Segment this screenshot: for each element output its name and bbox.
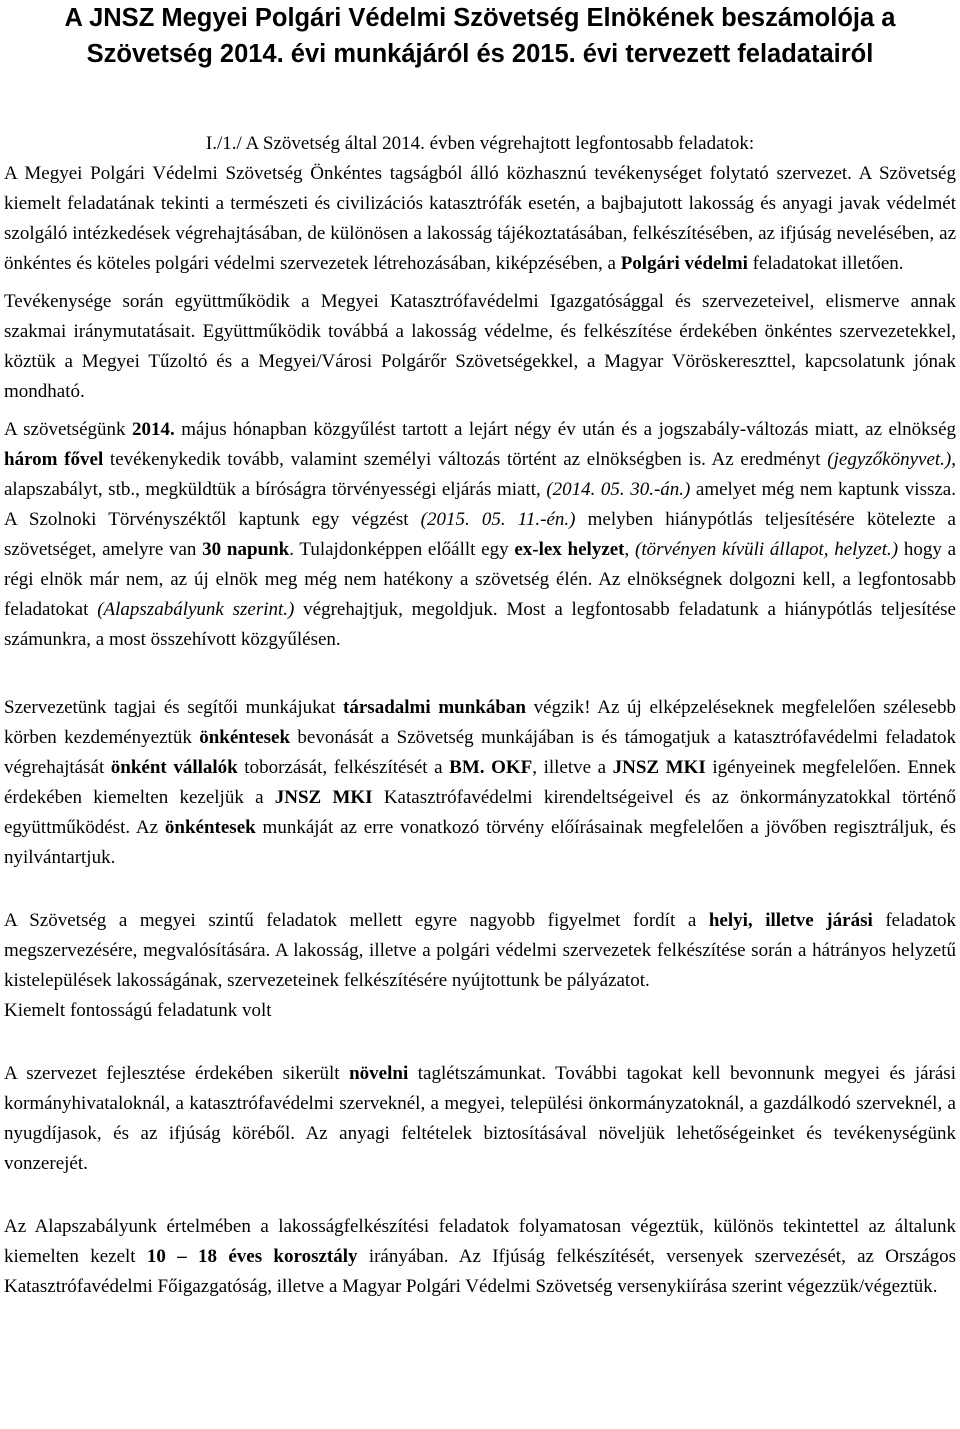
text-run: igényeinek megfelelően. Ennek érdekében kiemelten kezeljük a (4, 757, 956, 808)
text-run: végzik! Az új elképzeléseknek megfelelően szélesebb körben kezdeményeztük (4, 697, 956, 748)
text-run: Katasztrófavédelmi kirendeltségeivel és az önkormányzatokkal történő együttműködést. Az (4, 787, 957, 838)
text-run: önkéntesek (164, 817, 256, 838)
paragraph-3 (4, 415, 956, 655)
paragraph-7 (4, 1059, 956, 1179)
document-title: A JNSZ Megyei Polgári Védelmi Szövetség Elnökének beszámolója a Szövetség 2014. évi munkájáról és 2015. évi tervezett feladatairól (64, 4, 896, 68)
text-run: feladatok megszervezésére, megvalósítására. A lakosság, illetve a polgári védelmi szervezetek felkészítése során a hátrányos helyzetű kistelepülések lakosságának, szervezeteinek felkészítésére nyújtottunk be pályázatot. (4, 910, 957, 991)
text-run: amelyet még nem kaptunk vissza. A Szolnoki Törvényszéktől kaptunk egy végzést (4, 479, 956, 530)
text-run: május hónapban közgyűlést tartott a lejárt négy év után és a jogszabály-változás miatt, az elnökség (174, 419, 957, 440)
text-run: toborzását, felkészítését a (237, 757, 450, 778)
paragraph-6 (4, 996, 956, 1026)
text-run: (2015. 05. 11.-én.) (420, 509, 576, 530)
text-run: A Megyei Polgári Védelmi Szövetség Önkéntes tagságból álló közhasznú tevékenységet folytató szervezet. A Szövetség kiemelt feladatának tekinti a természeti és civilizációs katasztrófák esetén, a bajbajutott lakosság és anyagi javak védelmét szolgáló intézkedések végrehajtásában, de különösen a lakosság tájékoztatásában, felkészítésében, az ifjúság nevelésében, az önkéntes és köteles polgári védelmi szervezetek létrehozásában, kiképzésében, a (4, 163, 956, 274)
text-run: ex-lex helyzet (514, 539, 625, 560)
paragraph-5 (4, 906, 956, 996)
text-run: , (624, 539, 636, 560)
text-run: bevonását a Szövetség munkájában is és támogatjuk a katasztrófavédelmi feladatok végrehajtását (4, 727, 956, 778)
section-heading: I./1./ A Szövetség által 2014. évben végrehajtott legfontosabb feladatok: (205, 133, 755, 154)
paragraph-8 (4, 1212, 956, 1302)
text-run: A szövetségünk (4, 419, 132, 440)
text-run: (2014. 05. 30.-án.) (546, 479, 691, 500)
paragraph-2 (4, 287, 956, 407)
text-run: JNSZ MKI (612, 757, 706, 778)
text-run: 30 napunk (202, 539, 290, 560)
text-run: melyben hiánypótlás teljesítésére kötelezte a szövetséget, amelyre van (4, 509, 956, 560)
text-run: három fővel (4, 449, 104, 470)
text-run: munkáját az erre vonatkozó törvény előírásainak megfelelően a jövőben regisztráljuk, és nyilvántartjuk. (4, 817, 956, 868)
text-run: . Tulajdonképpen előállt egy (289, 539, 515, 560)
paragraph-1 (4, 159, 956, 279)
text-run: , illetve a (532, 757, 613, 778)
text-run: 2014. (131, 419, 175, 440)
text-run: A szervezet fejlesztése érdekében sikerült (4, 1063, 350, 1084)
text-run: A Szövetség a megyei szintű feladatok mellett egyre nagyobb figyelmet fordít a (4, 910, 709, 931)
text-run: JNSZ MKI (274, 787, 373, 808)
text-run: tevékenykedik tovább, valamint személyi változás történt az elnökségben is. Az eredményt (103, 449, 828, 470)
text-run: hogy a régi elnök már nem, az új elnök meg még nem hatékony a szövetség élén. Az elnökségnek dolgozni kell, a legfontosabb feladatokat (4, 539, 957, 620)
text-run: 10 – 18 éves korosztály (146, 1246, 358, 1267)
text-run: (jegyzőkönyvet.) (827, 449, 952, 470)
text-run: önként vállalók (110, 757, 238, 778)
text-run: irányában. Az Ifjúság felkészítését, versenyek szervezését, az Országos Katasztrófavédelmi Főigazgatóság, illetve a Magyar Polgári Védelmi Szövetség versenykiírása szerint végezzük/végeztük. (4, 1246, 957, 1297)
text-run: társadalmi munkában (343, 697, 526, 718)
text-run: végrehajtjuk, megoldjuk. Most a legfontosabb feladatunk a hiánypótlás teljesítése számunkra, a most összehívott közgyűlésen. (4, 599, 956, 650)
text-run: , alapszabályt, stb., megküldtük a bíróságra törvényességi eljárás miatt, (4, 449, 956, 500)
text-run: (Alapszabályunk szerint.) (97, 599, 295, 620)
text-run: Az Alapszabályunk értelmében a lakosságfelkészítési feladatok folyamatosan végeztük, különös tekintettel az általunk kiemelten kezelt (4, 1216, 956, 1267)
text-run: (törvényen kívüli állapot, helyzet.) (635, 539, 899, 560)
text-run: feladatokat illetően. (747, 253, 904, 274)
text-run: Szervezetünk tagjai és segítői munkájukat (4, 697, 344, 718)
text-run: Polgári védelmi (620, 253, 748, 274)
text-run: Tevékenysége során együttműködik a Megyei Katasztrófavédelmi Igazgatósággal és szervezeteivel, elismerve annak szakmai iránymutatásait. Együttműködik továbbá a lakosság védelme, és felkészítése érdekében önkéntes szervezetekkel, köztük a Megyei Tűzoltó és a Megyei/Városi Polgárőr Szövetségekkel, a Magyar Vöröskereszttel, kapcsolatunk jónak mondható. (4, 291, 956, 402)
text-run: önkéntesek (199, 727, 291, 748)
text-run: növelni (349, 1063, 409, 1084)
text-run: helyi, illetve járási (708, 910, 873, 931)
text-run: Kiemelt fontosságú feladatunk volt (4, 1000, 272, 1021)
text-run: BM. OKF (449, 757, 533, 778)
text-run: taglétszámunkat. További tagokat kell bevonnunk megyei és járási kormányhivataloknál, a katasztrófavédelmi szerveknél, a megyei, települési önkormányzatoknál, a gazdálkodó szerveknél, a nyugdíjasok, és az ifjúság köréből. Az anyagi feltételek biztosításával növeljük lehetőségeinket és tevékenységünk vonzerejét. (4, 1063, 956, 1174)
paragraph-4 (4, 693, 956, 873)
